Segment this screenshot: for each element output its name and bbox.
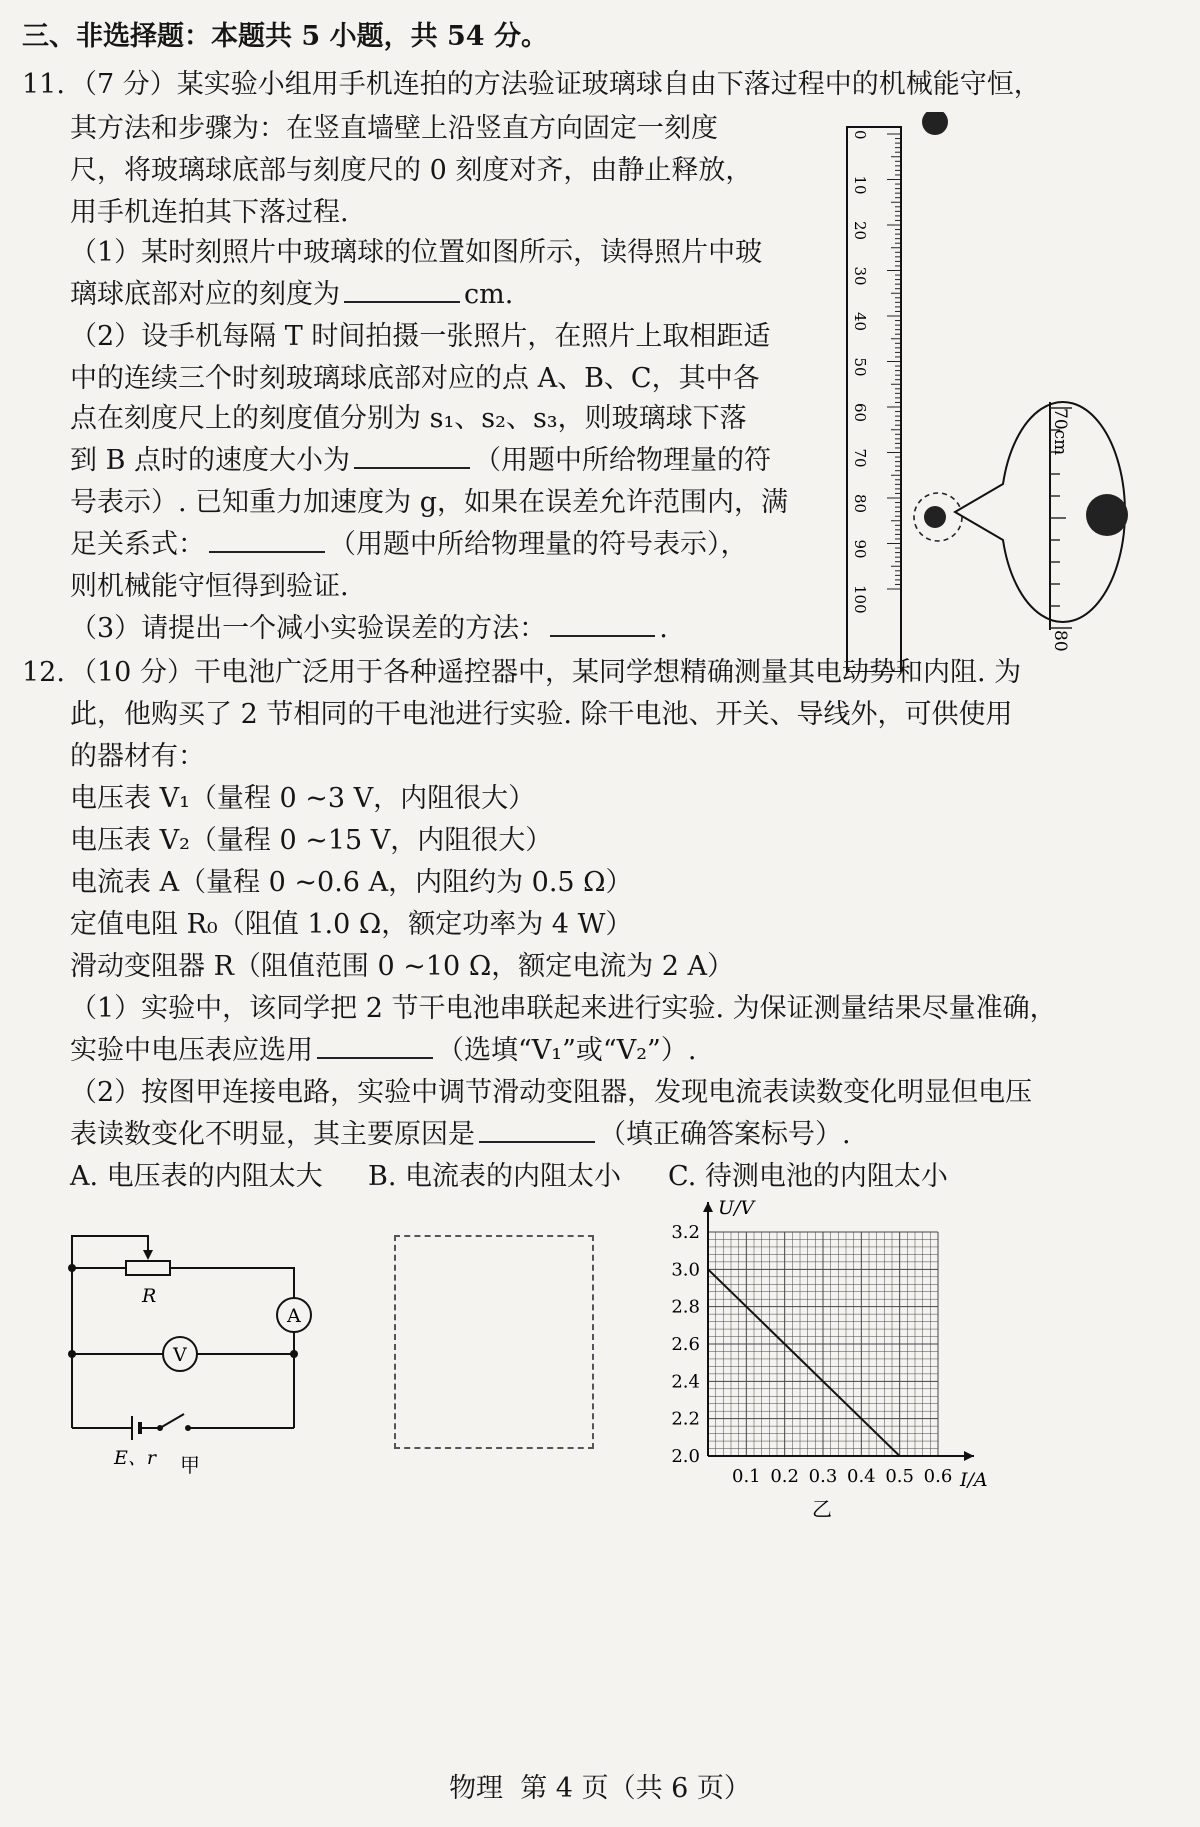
ruler-tick-label: 60: [851, 403, 869, 423]
ball-zoomed: [1086, 494, 1128, 536]
q12-number: 12.: [22, 657, 65, 688]
q11-line2: 其方法和步骤为：在竖直墙壁上沿竖直方向固定一刻度: [70, 113, 718, 144]
y-tick-label: 3.2: [671, 1222, 700, 1243]
caption-jia: 甲: [180, 1453, 200, 1477]
answer-blank[interactable]: [479, 1117, 595, 1143]
circuit-diagram: [60, 1228, 320, 1478]
y-tick-label: 2.2: [671, 1408, 700, 1430]
label-voltmeter: V: [173, 1344, 187, 1366]
answer-blank[interactable]: [344, 277, 460, 303]
y-tick-label: 2.6: [671, 1334, 700, 1355]
equipment-item: 电压表 V₁（量程 0 ~3 V，内阻很大）: [70, 783, 536, 814]
answer-blank[interactable]: [317, 1033, 433, 1059]
junction: [68, 1264, 76, 1272]
x-tick-label: 0.2: [770, 1466, 799, 1487]
junction: [290, 1350, 298, 1358]
answer-box[interactable]: [394, 1235, 594, 1449]
zoom-label-70: 70cm: [1050, 408, 1070, 456]
answer-blank[interactable]: [550, 611, 655, 637]
slider-arrowhead: [143, 1250, 153, 1260]
rheostat: [126, 1261, 170, 1275]
q11-part1-text: 璃球底部对应的刻度为: [70, 279, 340, 310]
zoom-label-80: 80: [1050, 630, 1070, 652]
q11-part3-text: （3）请提出一个减小实验误差的方法：: [70, 613, 547, 644]
label-source: E、r: [114, 1447, 156, 1469]
option-b[interactable]: B. 电流表的内阻太小: [368, 1161, 622, 1192]
q11-part1-line2: [70, 276, 513, 314]
x-tick-label: 0.3: [808, 1466, 838, 1487]
q12-part2-text: （填正确答案标号）.: [599, 1119, 851, 1150]
q12-line2: 此，他购买了 2 节相同的干电池进行实验. 除干电池、开关、导线外，可供使用: [70, 699, 1013, 730]
q12-line3: 的器材有：: [70, 741, 205, 772]
ruler-tick-label: 20: [851, 221, 869, 241]
y-tick-label: 3.0: [671, 1259, 700, 1281]
ruler-tick-label: 100: [851, 585, 869, 614]
ruler-figure: [845, 112, 1185, 672]
q11-line3: 尺，将玻璃球底部与刻度尺的 0 刻度对齐，由静止释放，: [70, 155, 753, 186]
page-footer: 物理 第 4 页（共 6 页）: [449, 1773, 751, 1804]
q11-part1-unit: cm.: [464, 279, 514, 310]
q11-line1: （7 分）某实验小组用手机连拍的方法验证玻璃球自由下落过程中的机械能守恒，: [70, 69, 1041, 100]
ruler-tick-label: 30: [851, 266, 869, 286]
q12-part1-line1: （1）实验中，该同学把 2 节干电池串联起来进行实验. 为保证测量结果尽量准确，: [70, 993, 1057, 1024]
q11-part2-text: （用题中所给物理量的符号表示），: [329, 529, 748, 560]
switch-contact: [157, 1425, 163, 1431]
ruler-tick-label: 50: [851, 357, 869, 377]
wire-top: [72, 1236, 148, 1268]
q11-part2-line3: 点在刻度尺上的刻度值分别为 s₁、s₂、s₃，则玻璃球下落: [70, 403, 747, 434]
ball: [924, 506, 946, 528]
junction: [68, 1350, 76, 1358]
q12-part1-text: （选填“V₁”或“V₂”）.: [437, 1035, 697, 1066]
series-line: [708, 1269, 900, 1456]
q11-part2-line1: （2）设手机每隔 T 时间拍摄一张照片，在照片上取相距适: [70, 321, 771, 352]
ruler-tick-label: 80: [851, 494, 869, 514]
q11-part2-text: （用题中所给物理量的符: [474, 445, 772, 476]
x-tick-label: 0.5: [885, 1466, 914, 1487]
wire-r-right: [170, 1268, 294, 1298]
q12-part2-text: 表读数变化不明显，其主要原因是: [70, 1119, 475, 1150]
ruler-tick-label: 90: [851, 539, 869, 559]
chart-series: [708, 1269, 900, 1456]
q11-part3: [70, 610, 668, 648]
label-ammeter: A: [287, 1305, 301, 1327]
y-tick-label: 2.0: [671, 1446, 700, 1467]
q12-part2-line2: [70, 1116, 851, 1154]
equipment-item: 定值电阻 R₀（阻值 1.0 Ω，额定功率为 4 W）: [70, 909, 633, 940]
ruler-tick-label: 10: [851, 175, 869, 195]
chart-xlabel: I/A: [960, 1469, 988, 1491]
q11-part3-end: .: [659, 613, 668, 644]
answer-blank[interactable]: [209, 527, 325, 553]
q11-part2-line7: 则机械能守恒得到验证.: [70, 571, 349, 602]
q11-part2-line2: 中的连续三个时刻玻璃球底部对应的点 A、B、C，其中各: [70, 363, 760, 394]
ruler-labels: [851, 130, 869, 614]
q11-part2-line5: 号表示）. 已知重力加速度为 g，如果在误差允许范围内，满: [70, 487, 789, 518]
q11-part2-text: 到 B 点时的速度大小为: [70, 445, 351, 476]
y-tick-label: 2.4: [671, 1371, 700, 1393]
option-c[interactable]: C. 待测电池的内阻太小: [668, 1161, 948, 1192]
switch-contact: [185, 1425, 191, 1431]
chart-grid: [708, 1232, 938, 1456]
q12-part1-line2: [70, 1032, 696, 1070]
section-title: 三、非选择题：本题共 5 小题，共 54 分。: [22, 21, 548, 52]
x-axis-arrow: [964, 1451, 974, 1461]
chart-caption: 乙: [812, 1497, 832, 1520]
q11-part1-line1: （1）某时刻照片中玻璃球的位置如图所示，读得照片中玻: [70, 237, 763, 268]
equipment-item: 电流表 A（量程 0 ~0.6 A，内阻约为 0.5 Ω）: [70, 867, 633, 898]
q11-part2-line4: [70, 442, 771, 480]
ruler-tick-label: 70: [851, 448, 869, 468]
option-a[interactable]: A. 电压表的内阻太大: [70, 1161, 323, 1192]
label-r: R: [142, 1285, 157, 1307]
q11-part2-text: 足关系式：: [70, 529, 205, 560]
x-tick-label: 0.1: [732, 1466, 761, 1487]
switch-blade: [160, 1414, 184, 1428]
x-tick-label: 0.4: [847, 1466, 876, 1487]
ruler-tick-label: 40: [851, 312, 869, 332]
chart-ylabel: U/V: [718, 1197, 755, 1219]
ball-top: [922, 112, 948, 135]
answer-blank[interactable]: [354, 443, 470, 469]
y-axis-arrow: [703, 1202, 713, 1212]
q11-part2-line6: [70, 526, 748, 564]
q11-number: 11.: [22, 69, 65, 100]
q11-line4: 用手机连拍其下落过程.: [70, 197, 349, 228]
ruler-ticks: [887, 134, 901, 589]
x-tick-label: 0.6: [923, 1466, 953, 1487]
equipment-item: 滑动变阻器 R（阻值范围 0 ~10 Ω，额定电流为 2 A）: [70, 951, 735, 982]
q12-part1-text: 实验中电压表应选用: [70, 1035, 313, 1066]
ui-chart: [650, 1190, 995, 1520]
ruler-tick-label: 0: [851, 130, 869, 140]
equipment-item: 电压表 V₂（量程 0 ~15 V，内阻很大）: [70, 825, 553, 856]
q12-part2-line1: （2）按图甲连接电路，实验中调节滑动变阻器，发现电流表读数变化明显但电压: [70, 1077, 1033, 1108]
q12-line1: （10 分）干电池广泛用于各种遥控器中，某同学想精确测量其电动势和内阻. 为: [70, 657, 1022, 688]
y-tick-label: 2.8: [671, 1296, 700, 1318]
